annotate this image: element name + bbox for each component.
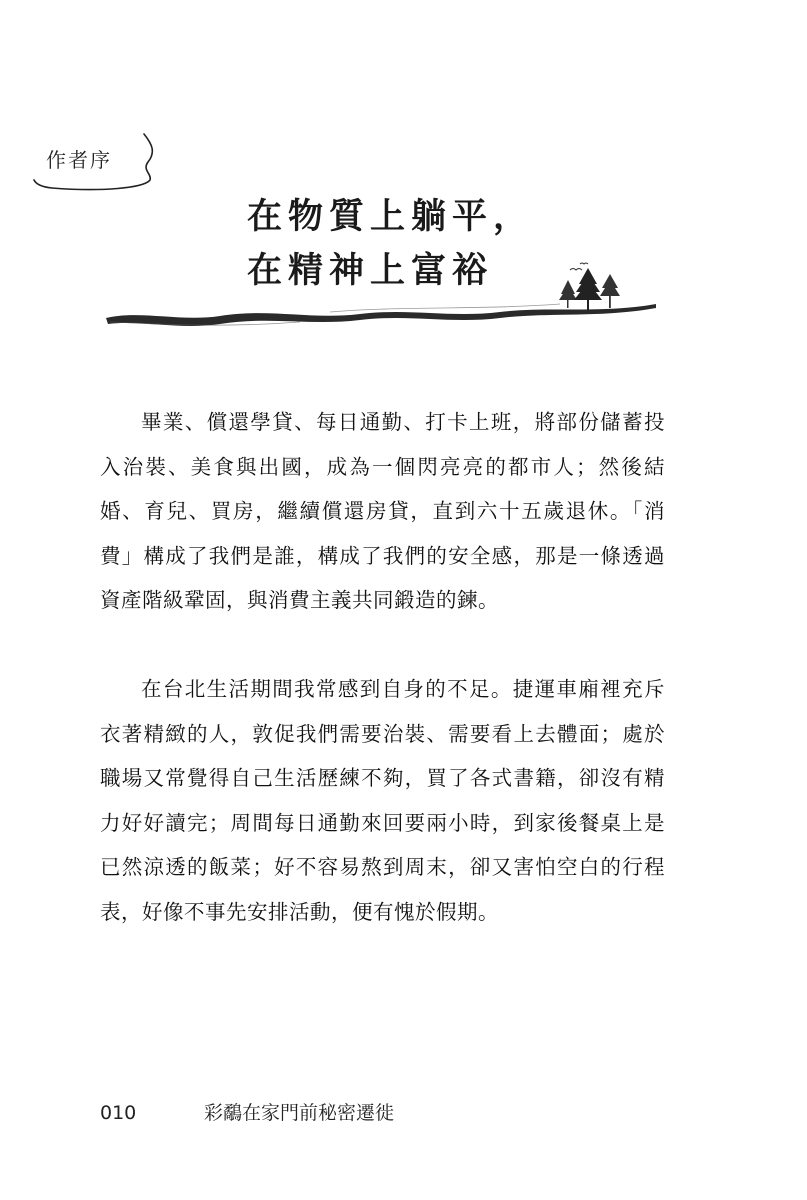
tree-icon [559,280,577,308]
bird-icon [580,263,588,264]
body-text [100,400,665,979]
brush-stroke-icon [106,304,656,326]
bird-icon [570,269,582,271]
page-footer [100,1098,394,1125]
book-title: 彩鷸在家門前秘密遷徙 [204,1102,395,1124]
brush-stroke-trees-illustration [100,262,665,342]
section-label: 作者序 [46,148,112,172]
tree-icon [600,274,620,308]
paragraph: 在台北生活期間我常感到自身的不足。捷運車廂裡充斥衣著精緻的人，敦促我們需要治裝、需要看上去體面；處於職場又常覺得自己生活歷練不夠，買了各式書籍，卻沒有精力好好讀完；周間每日通勤來回要兩小時，到家後餐桌上是已然涼透的飯菜；好不容易熬到周末，卻又害怕空白的行程表，好像不事先安排活動，便有愧於假期。 [100,676,665,924]
chapter-title-line-2: 在精神上富裕 [247,250,494,291]
page-number: 010 [100,1102,137,1124]
chapter-title-line-1: 在物質上躺平， [247,196,535,237]
paragraph: 畢業、償還學貸、每日通勤、打卡上班，將部份儲蓄投入治裝、美食與出國，成為一個閃亮亮的都市人；然後結婚、育兒、買房，繼續償還房貸，直到六十五歲退休。「消費」構成了我們是誰，構成了我們的安全感，那是一條透過資產階級鞏固，與消費主義共同鍛造的鍊。 [100,410,665,613]
tree-icon [574,268,602,310]
section-tag [32,130,172,200]
